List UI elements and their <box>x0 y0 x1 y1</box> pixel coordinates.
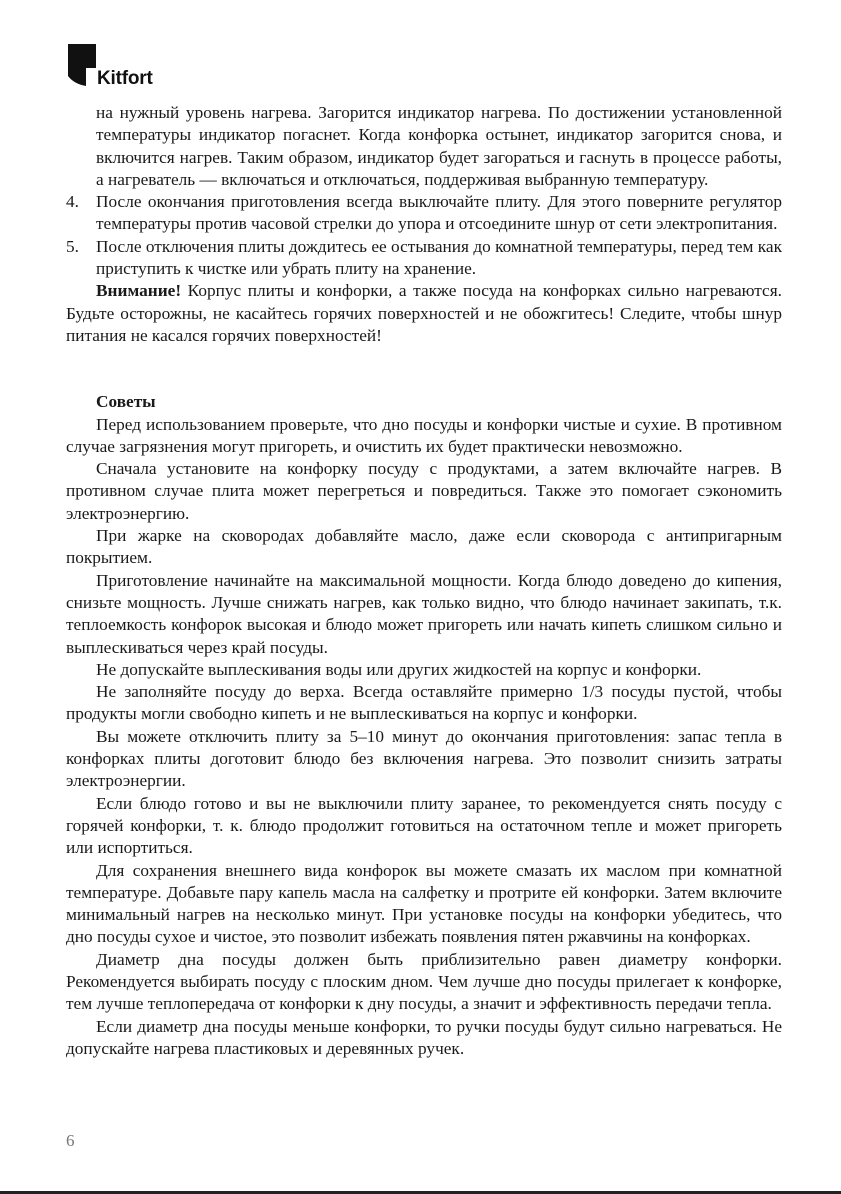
tip-paragraph: Перед использованием проверьте, что дно посуды и конфорки чистые и сухие. В противном случае загрязнения могут пригореть, и очистить их будет практически невозможно. <box>66 414 782 456</box>
tip-paragraph: Диаметр дна посуды должен быть приблизительно равен диаметру конфорки. Рекомендуется выбирать посуду с плоским дном. Чем лучше дно посуды прилегает к конфорке, тем лучше теплопередача от конфорки к дну посуды, а значит и эффективность передачи тепла. <box>66 949 782 1014</box>
warning-label: Внимание! <box>96 281 182 301</box>
tip-paragraph: При жарке на сковородах добавляйте масло, даже если сковорода с антипригарным покрытием. <box>66 526 782 568</box>
tip-paragraph: Если диаметр дна посуды меньше конфорки, то ручки посуды будут сильно нагреваться. Не допускайте нагрева пластиковых и деревянных ручек. <box>66 1016 782 1058</box>
step-text: После окончания приготовления всегда выключайте плиту. Для этого поверните регулятор температуры против часовой стрелки до упора и отсоедините шнур от сети электропитания. <box>96 192 782 234</box>
tip-paragraph: Сначала установите на конфорку посуду с продуктами, а затем включайте нагрев. В противном случае плита может перегреться и повредиться. Также это помогает сэкономить электроэнергию. <box>66 459 782 523</box>
step-item <box>66 236 782 281</box>
warning-paragraph <box>66 280 782 347</box>
page-number: 6 <box>66 1131 75 1150</box>
tip-paragraph: Вы можете отключить плиту за 5–10 минут до окончания приготовления: запас тепла в конфорках плиты доготовит блюдо без включения нагрева. Это позволит снизить затраты электроэнергии. <box>66 726 782 791</box>
tip-paragraph: Для сохранения внешнего вида конфорок вы можете смазать их маслом при комнатной температуре. Добавьте пару капель масла на салфетку и протрите ей конфорки. Затем включите минимальный нагрев на несколько минут. При установке посуды на конфорки убедитесь, что дно посуды сухое и чистое, это позволит избежать появления пятен ржавчины на конфорках. <box>66 860 782 947</box>
intro-paragraph: на нужный уровень нагрева. Загорится индикатор нагрева. По достижении установленной температуры индикатор погаснет. Когда конфорка остынет, индикатор загорится снова, и включится нагрев. Таким образом, индикатор будет загораться и гаснуть в процессе работы, а нагреватель — включаться и отключаться, поддерживая выбранную температуру. <box>96 103 782 189</box>
tip-paragraph: Не допускайте выплескивания воды или других жидкостей на корпус и конфорки. <box>96 659 702 679</box>
brand-logo <box>66 42 176 90</box>
tip-paragraph: Не заполняйте посуду до верха. Всегда оставляйте примерно 1/3 посуды пустой, чтобы продукты могли свободно кипеть и не выплескиваться на корпус и конфорки. <box>66 682 782 724</box>
step-number: 4. <box>66 192 79 212</box>
brand-name: Kitfort <box>97 68 153 89</box>
manual-content <box>66 102 782 1060</box>
warning-text: Корпус плиты и конфорки, а также посуда на конфорках сильно нагреваются. Будьте осторожны, не касайтесь горячих поверхностей и не обожгитесь! Следите, чтобы шнур питания не касался горячих поверхностей! <box>66 281 782 345</box>
tip-paragraph: Если блюдо готово и вы не выключили плиту заранее, то рекомендуется снять посуду с горячей конфорки, т. к. блюдо продолжит готовиться на остаточном тепле и может пригореть или испортиться. <box>66 793 782 858</box>
kitfort-flag-icon <box>66 42 98 90</box>
step-text: После отключения плиты дождитесь ее остывания до комнатной температуры, перед тем как приступить к чистке или убрать плиту на хранение. <box>96 236 782 279</box>
step-item <box>66 191 782 236</box>
tips-heading: Советы <box>96 392 156 412</box>
tip-paragraph: Приготовление начинайте на максимальной мощности. Когда блюдо доведено до кипения, снизьте мощность. Лучше снижать нагрев, как только видно, что блюдо начинает закипать, т.к. теплоемкость конфорок высокая и блюдо может пригореть или начать кипеть слишком сильно и выплескиваться через край посуды. <box>66 570 782 657</box>
step-number: 5. <box>66 236 79 256</box>
